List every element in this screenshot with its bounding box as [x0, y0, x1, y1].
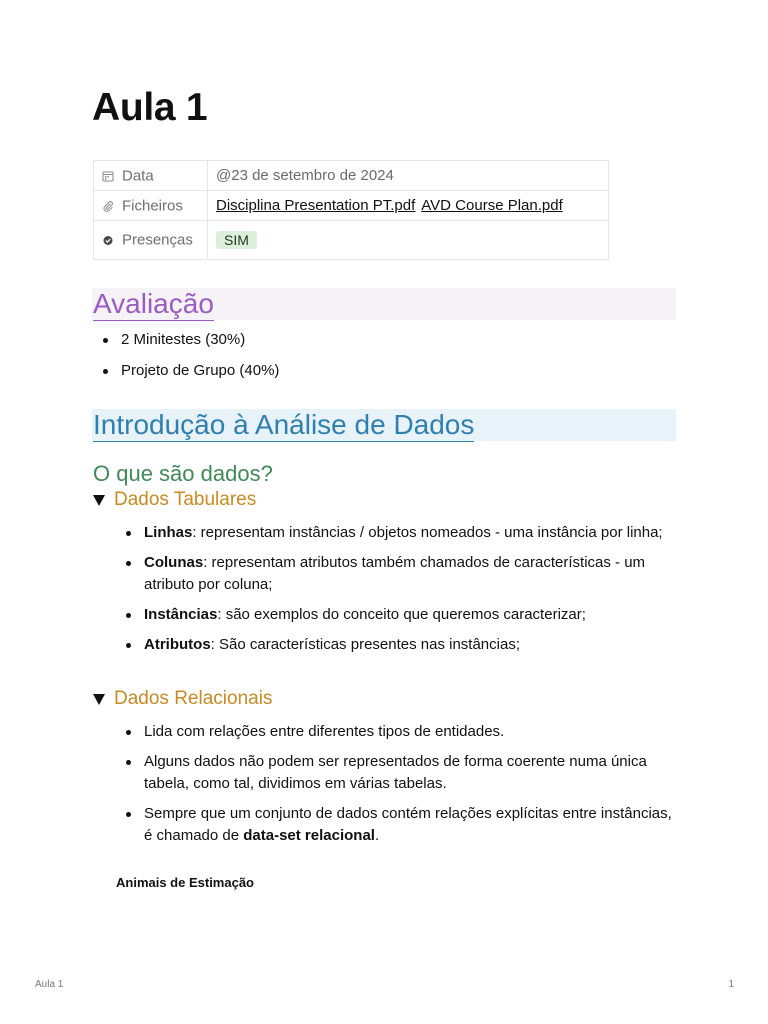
- bold-term: data-set relacional: [243, 827, 375, 844]
- triangle-down-icon[interactable]: [93, 694, 105, 705]
- item-text: .: [374, 827, 380, 844]
- relacionais-list: [144, 721, 674, 855]
- list-item: [144, 803, 674, 847]
- date-value[interactable]: @23 de setembro de 2024: [216, 167, 394, 184]
- footer-page-number: 1: [728, 979, 734, 990]
- property-row-presencas: [94, 221, 609, 260]
- footer-title: Aula 1: [35, 979, 64, 990]
- term: Colunas: [144, 554, 204, 571]
- status-badge[interactable]: SIM: [216, 231, 257, 249]
- list-item: [144, 634, 674, 656]
- avaliacao-list: [121, 329, 661, 391]
- property-key: [94, 221, 208, 260]
- property-value: [208, 161, 609, 191]
- list-item: Projeto de Grupo (40%): [121, 360, 661, 382]
- definition: : representam atributos também chamados de características - um atributo por coluna;: [144, 554, 646, 593]
- property-label: Data: [122, 167, 154, 185]
- toggle-dados-relacionais[interactable]: [93, 688, 272, 710]
- list-item: [144, 604, 674, 626]
- properties-table: [93, 160, 609, 260]
- tabulares-list: [144, 522, 674, 664]
- term: Instâncias: [144, 606, 218, 623]
- toggle-label: Dados Tabulares: [114, 489, 257, 510]
- property-value: [208, 221, 609, 260]
- toggle-dados-tabulares[interactable]: [93, 489, 256, 511]
- term: Linhas: [144, 524, 193, 541]
- paperclip-icon: [102, 200, 114, 212]
- list-item: 2 Minitestes (30%): [121, 329, 661, 351]
- calendar-icon: [102, 170, 114, 182]
- property-label: Ficheiros: [122, 197, 183, 215]
- property-key: [94, 161, 208, 191]
- property-value: [208, 191, 609, 221]
- file-link-course-plan[interactable]: AVD Course Plan.pdf: [421, 197, 563, 214]
- file-link-disciplina-presentation[interactable]: Disciplina Presentation PT.pdf: [216, 197, 416, 214]
- property-key: [94, 191, 208, 221]
- section-caption: Animais de Estimação: [116, 875, 254, 890]
- property-row-ficheiros: [94, 191, 609, 221]
- list-item: [144, 522, 674, 544]
- heading-avaliacao: Avaliação: [93, 288, 214, 319]
- item-text: Sempre que um conjunto de dados contém relações explícitas entre instâncias, é chamado de: [144, 805, 672, 844]
- subheading-o-que-sao-dados: O que são dados?: [93, 461, 273, 486]
- definition: : são exemplos do conceito que queremos caracterizar;: [217, 606, 586, 623]
- definition: : São características presentes nas instâncias;: [210, 636, 520, 653]
- property-label: Presenças: [122, 231, 193, 249]
- heading-introducao: Introdução à Análise de Dados: [93, 409, 475, 440]
- toggle-label: Dados Relacionais: [114, 688, 273, 709]
- page-title: Aula 1: [92, 86, 208, 129]
- check-circle-icon: [102, 234, 114, 246]
- definition: : representam instâncias / objetos nomeados - uma instância por linha;: [192, 524, 663, 541]
- list-item: [144, 552, 674, 596]
- list-item: Alguns dados não podem ser representados de forma coerente numa única tabela, como tal, dividimos em várias tabelas.: [144, 751, 674, 795]
- term: Atributos: [144, 636, 211, 653]
- triangle-down-icon[interactable]: [93, 495, 105, 506]
- list-item: Lida com relações entre diferentes tipos de entidades.: [144, 721, 674, 743]
- property-row-data: [94, 161, 609, 191]
